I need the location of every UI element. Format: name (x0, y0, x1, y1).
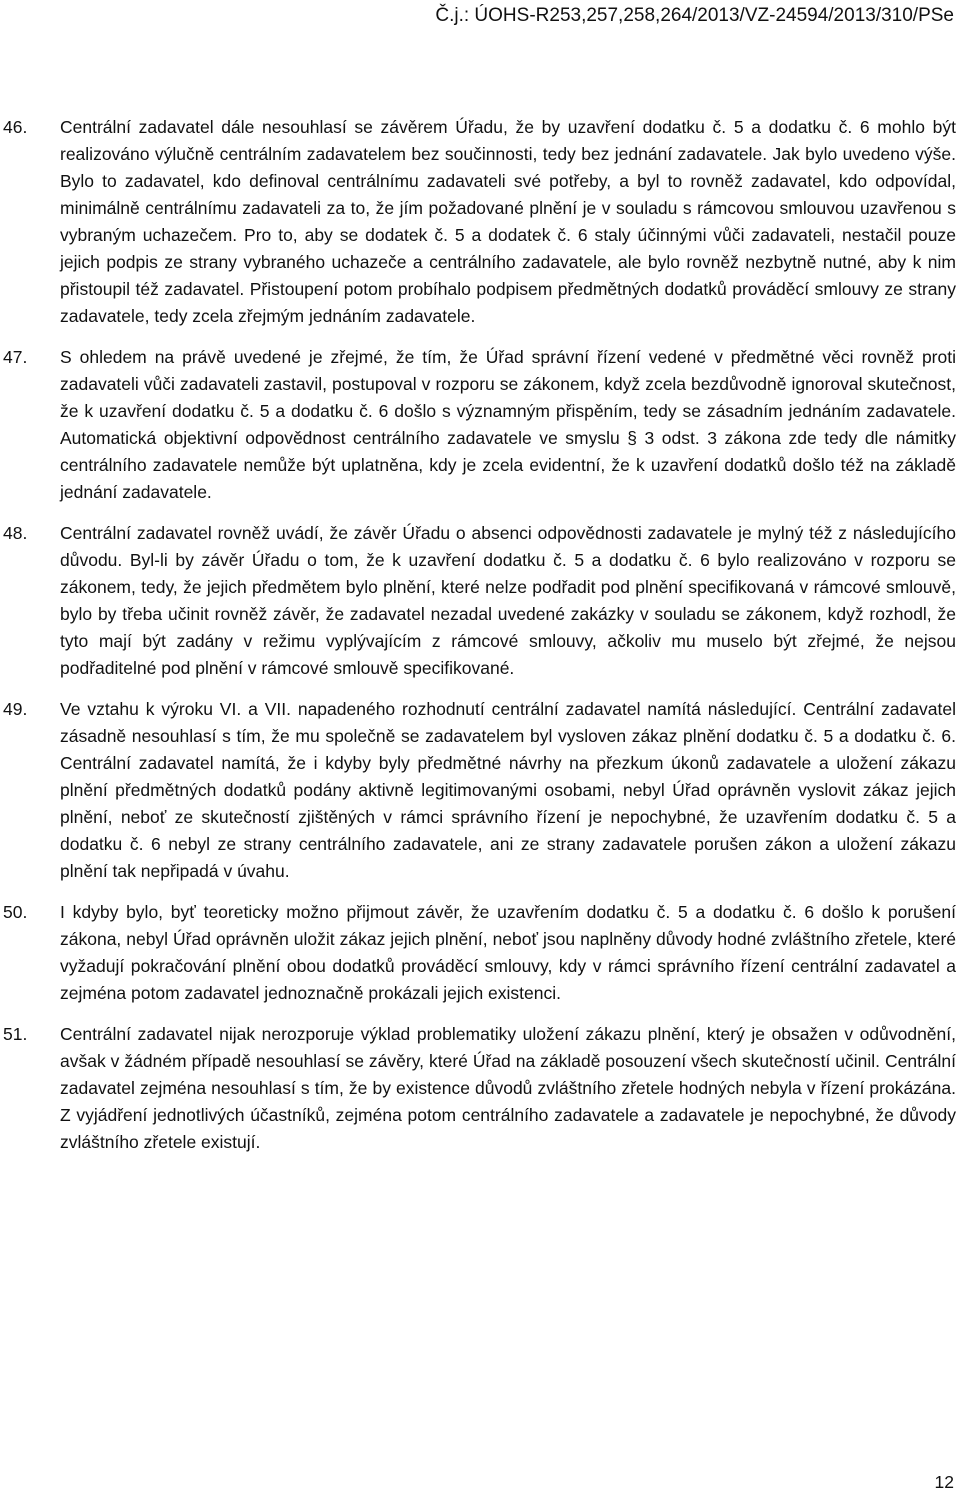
paragraph-text: I kdyby bylo, byť teoreticky možno přijmout závěr, že uzavřením dodatku č. 5 a dodatku č. 6 došlo k porušení zákona, nebyl Úřad oprávněn uložit zákaz jejich plnění, neboť jsou naplněny důvody hodné zvláštního zřetele, které vyžadují pokračování plnění obou dodatků prováděcí smlouvy, kdy v rámci správního řízení centrální zadavatel a zejména potom zadavatel jednoznačně prokázali jejich existenci. (60, 902, 956, 1003)
paragraph-number: 49. (3, 699, 28, 719)
paragraph-text: Centrální zadavatel nijak nerozporuje výklad problematiky uložení zákazu plnění, který je obsažen v odůvodnění, avšak v žádném případě nesouhlasí se závěry, které Úřad na základě posouzení všech skutečností učinil. Centrální zadavatel zejména nesouhlasí s tím, že by existence důvodů zvláštního zřetele hodných nebyla v řízení prokázána. Z vyjádření jednotlivých účastníků, zejména potom centrálního zadavatele a zadavatele je nepochybné, že důvody zvláštního zřetele existují. (60, 1024, 956, 1152)
paragraph-number: 47. (3, 347, 28, 367)
paragraph-46 (0, 114, 960, 330)
document-reference-header: Č.j.: ÚOHS-R253,257,258,264/2013/VZ-24594/2013/310/PSe (435, 5, 954, 26)
paragraph-text: S ohledem na právě uvedené je zřejmé, že tím, že Úřad správní řízení vedené v předmětné věci rovněž proti zadavateli vůči zadavateli zastavil, postupoval v rozporu se zákonem, když zcela bezdůvodně ignoroval skutečnost, že k uzavření dodatku č. 5 a dodatku č. 6 došlo s významným přispěním, tedy se zásadním jednáním zadavatele. Automatická objektivní odpovědnost centrálního zadavatele ve smyslu § 3 odst. 3 zákona zde tedy dle námitky centrálního zadavatele nemůže být uplatněna, kdy je zcela evidentní, že k uzavření dodatků došlo též na základě jednání zadavatele. (60, 347, 956, 502)
page-number: 12 (934, 1472, 954, 1492)
paragraph-49 (0, 696, 960, 885)
paragraph-text: Centrální zadavatel rovněž uvádí, že závěr Úřadu o absenci odpovědnosti zadavatele je mylný též z následujícího důvodu. Byl-li by závěr Úřadu o tom, že k uzavření dodatku č. 5 a dodatku č. 6 bylo realizováno v rozporu se zákonem, tedy, že jejich předmětem bylo plnění, které nelze podřadit pod plnění specifikovaná v rámcové smlouvě, bylo by třeba učinit rovněž závěr, že zadavatel nezadal uvedené zakázky v souladu se zákonem, když rozhodl, že tyto mají být zadány v režimu vyplývajícím z rámcové smlouvy, ačkoliv mu muselo být zřejmé, že nejsou podřaditelné pod plnění v rámcové smlouvě specifikované. (60, 523, 956, 678)
document-body (0, 114, 960, 1170)
paragraph-number: 51. (3, 1024, 28, 1044)
paragraph-number: 48. (3, 523, 28, 543)
paragraph-number: 50. (3, 902, 28, 922)
paragraph-50 (0, 899, 960, 1007)
paragraph-48 (0, 520, 960, 682)
paragraph-51 (0, 1021, 960, 1156)
paragraph-number: 46. (3, 117, 28, 137)
paragraph-47 (0, 344, 960, 506)
paragraph-text: Centrální zadavatel dále nesouhlasí se závěrem Úřadu, že by uzavření dodatku č. 5 a dodatku č. 6 mohlo být realizováno výlučně centrálním zadavatelem bez součinnosti, tedy bez jednání zadavatele. Jak bylo uvedeno výše. Bylo to zadavatel, kdo definoval centrálnímu zadavateli své potřeby, a byl to rovněž zadavatel, kdo odpovídal, minimálně centrálnímu zadavateli za to, že jím požadované plnění je v souladu s rámcovou smlouvou uzavřenou s vybraným uchazečem. Pro to, aby se dodatek č. 5 a dodatek č. 6 staly účinnými vůči zadavateli, nestačil pouze jejich podpis ze strany vybraného uchazeče a centrálního zadavatele, ale bylo rovněž nezbytně nutné, aby k nim přistoupil též zadavatel. Přistoupení potom probíhalo podpisem předmětných dodatků prováděcí smlouvy ze strany zadavatele, tedy zcela zřejmým jednáním zadavatele. (60, 117, 956, 326)
paragraph-text: Ve vztahu k výroku VI. a VII. napadeného rozhodnutí centrální zadavatel namítá následující. Centrální zadavatel zásadně nesouhlasí s tím, že mu společně se zadavatelem byl vysloven zákaz plnění dodatku č. 5 a dodatku č. 6. Centrální zadavatel namítá, že i kdyby byly předmětné návrhy na přezkum úkonů zadavatele a uložení zákazu plnění předmětných dodatků podány aktivně legitimovanými osobami, nebyl Úřad oprávněn vyslovit zákaz jejich plnění, neboť ze skutečností zjištěných v rámci správního řízení je nepochybné, že uzavřením dodatku č. 5 a dodatku č. 6 nebyl ze strany centrálního zadavatele, ani ze strany zadavatele porušen zákon a uložení zákazu plnění tak nepřipadá v úvahu. (60, 699, 956, 881)
